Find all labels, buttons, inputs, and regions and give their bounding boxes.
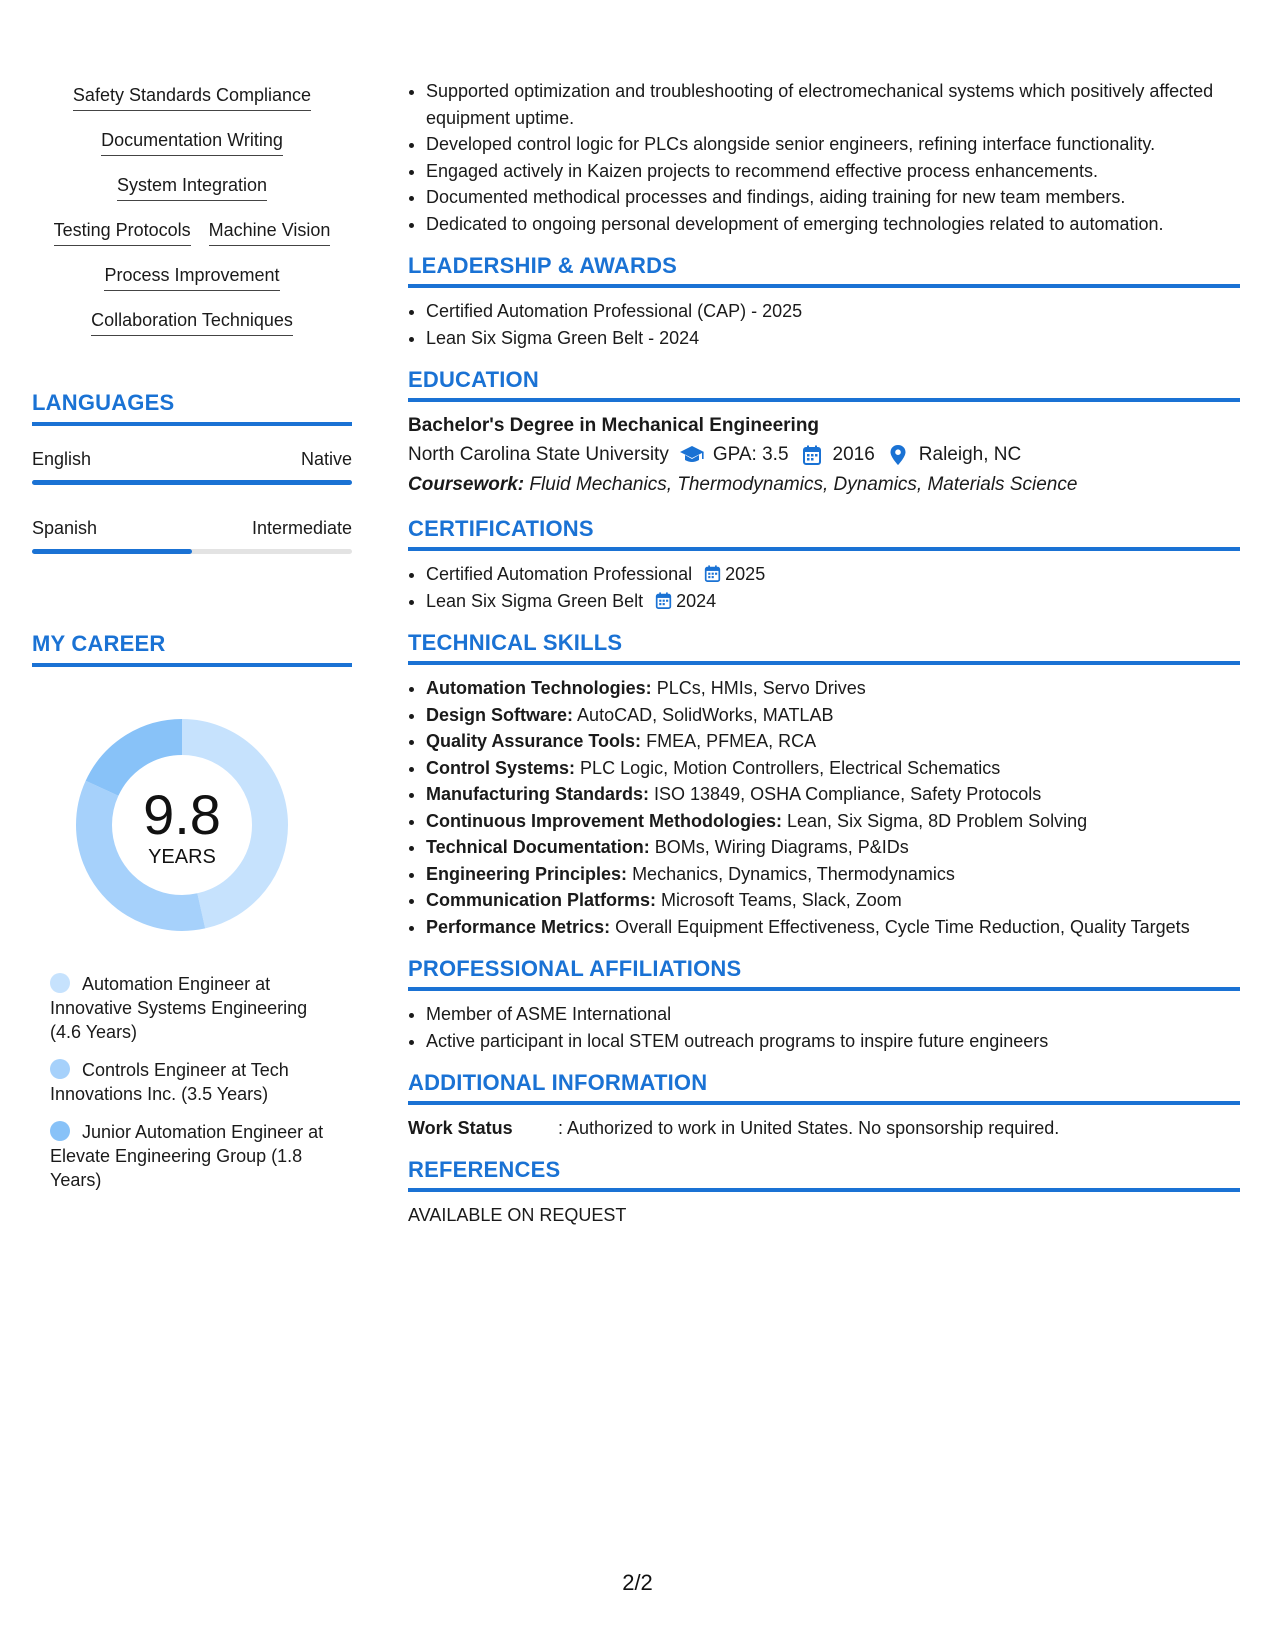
skill-value: Microsoft Teams, Slack, Zoom (661, 890, 902, 910)
coursework-label: Coursework: (408, 474, 525, 495)
list-item: • Certified Automation Professional (CAP) - 2025 (426, 298, 1240, 325)
list-item: • Lean Six Sigma Green Belt - 2024 (426, 325, 1240, 352)
list-item (426, 834, 1240, 861)
list-item (426, 755, 1240, 782)
education-school: North Carolina State University (408, 444, 669, 465)
education-location: Raleigh, NC (918, 444, 1022, 465)
skill-label: Automation Technologies: (426, 678, 652, 698)
references-text: AVAILABLE ON REQUEST (408, 1205, 627, 1225)
skill-label: Manufacturing Standards: (426, 784, 650, 804)
skill-value: Overall Equipment Effectiveness, Cycle Time Reduction, Quality Targets (615, 916, 1190, 937)
languages-heading: LANGUAGES (32, 390, 352, 426)
skill-value: Mechanics, Dynamics, Thermodynamics (632, 863, 955, 884)
skill-label: Performance Metrics: (426, 916, 611, 937)
list-item: • Engaged actively in Kaizen projects to recommend effective process enhancements. (426, 158, 1240, 185)
skill-label: Control Systems: (426, 757, 576, 778)
language-level: Intermediate (251, 518, 352, 538)
right-column (408, 78, 1240, 1228)
calendar-icon (655, 592, 672, 609)
certifications-list (408, 561, 1240, 614)
list-item (426, 861, 1240, 888)
leadership-heading: LEADERSHIP & AWARDS (408, 253, 1240, 288)
skill-value: PLC Logic, Motion Controllers, Electrical Schematics (580, 757, 1001, 778)
language-row (32, 518, 352, 539)
skill-row (32, 307, 352, 352)
education-details (408, 440, 1240, 470)
skill-tag: Collaboration Techniques (91, 307, 293, 336)
career-total-unit: YEARS (148, 845, 216, 868)
language-proficiency-fill (32, 549, 192, 554)
skill-label: Communication Platforms: (426, 890, 657, 910)
skill-value: BOMs, Wiring Diagrams, P&IDs (654, 837, 909, 857)
education-degree: Bachelor's Degree in Mechanical Engineering (408, 415, 820, 436)
map-pin-icon (885, 444, 911, 466)
references-heading: REFERENCES (408, 1157, 1240, 1192)
calendar-icon (704, 565, 721, 582)
additional-info-heading: ADDITIONAL INFORMATION (408, 1070, 1240, 1105)
career-item-label: Junior Automation Engineer at Elevate Engineering Group (1.8 Years) (50, 1122, 324, 1190)
language-name: Spanish (32, 518, 98, 538)
skill-tag: Machine Vision (209, 217, 331, 246)
list-item: • Dedicated to ongoing personal development of emerging technologies related to automation. (426, 211, 1240, 238)
list-item (426, 887, 1240, 914)
technical-skills-list (408, 675, 1240, 940)
career-item-label: Controls Engineer at Tech Innovations Inc. (3.5 Years) (50, 1060, 289, 1104)
skill-label: Technical Documentation: (426, 837, 650, 857)
additional-info-row (408, 1115, 1240, 1141)
skill-tag: Testing Protocols (54, 217, 191, 246)
additional-info-value: : Authorized to work in United States. No sponsorship required. (558, 1118, 1060, 1138)
skill-tag: Process Improvement (104, 262, 279, 291)
coursework-value: Fluid Mechanics, Thermodynamics, Dynamics, Materials Science (529, 474, 1078, 495)
affiliations-list (408, 1001, 1240, 1054)
career-total-value: 9.8 (143, 782, 221, 846)
skill-tag: Safety Standards Compliance (73, 82, 311, 111)
list-item (426, 808, 1240, 835)
list-item: • Documented methodical processes and findings, aiding training for new team members. (426, 184, 1240, 211)
list-item (426, 728, 1240, 755)
list-item: • Active participant in local STEM outreach programs to inspire future engineers (426, 1028, 1240, 1055)
career-item (50, 972, 340, 1044)
list-item (426, 588, 1240, 615)
skill-value: ISO 13849, OSHA Compliance, Safety Protocols (654, 784, 1042, 804)
leadership-list (408, 298, 1240, 351)
experience-bullets (408, 78, 1240, 237)
additional-info-key: Work Status (408, 1118, 513, 1138)
career-total (62, 705, 302, 945)
certification-year: 2024 (676, 590, 717, 611)
skill-row (32, 127, 352, 172)
affiliations-heading: PROFESSIONAL AFFILIATIONS (408, 956, 1240, 991)
skill-row (32, 217, 352, 262)
list-item: • Supported optimization and troubleshooting of electromechanical systems which positively affected equipment uptime. (426, 78, 1240, 131)
list-item (426, 702, 1240, 729)
skill-label: Design Software: (426, 704, 574, 725)
skill-row (32, 172, 352, 217)
skill-label: Quality Assurance Tools: (426, 731, 642, 751)
technical-skills-heading: TECHNICAL SKILLS (408, 630, 1240, 665)
skill-row (32, 82, 352, 127)
graduation-cap-icon (679, 444, 705, 466)
certification-year: 2025 (725, 564, 766, 584)
career-heading: MY CAREER (32, 631, 352, 667)
skill-row (32, 262, 352, 307)
language-name: English (32, 449, 92, 469)
list-item (426, 561, 1240, 588)
legend-dot (50, 973, 70, 993)
list-item (426, 914, 1240, 941)
list-item (426, 675, 1240, 702)
skill-label: Continuous Improvement Methodologies: (426, 810, 782, 831)
career-legend (50, 972, 340, 1206)
education-year: 2016 (832, 444, 875, 465)
education-coursework (408, 470, 1240, 500)
language-proficiency-bar (32, 549, 352, 554)
education-heading: EDUCATION (408, 367, 1240, 402)
skill-value: Lean, Six Sigma, 8D Problem Solving (787, 810, 1088, 831)
list-item: • Member of ASME International (426, 1001, 1240, 1028)
language-row (32, 449, 352, 470)
skill-tag: System Integration (117, 172, 267, 201)
page-indicator: 2/2 (622, 1570, 653, 1595)
calendar-icon (799, 444, 825, 466)
certifications-heading: CERTIFICATIONS (408, 516, 1240, 551)
list-item: • Developed control logic for PLCs alongside senior engineers, refining interface functionality. (426, 131, 1240, 158)
list-item (426, 781, 1240, 808)
career-item-label: Automation Engineer at Innovative Systems Engineering (4.6 Years) (50, 974, 308, 1042)
skill-tags (32, 82, 352, 352)
skill-label: Engineering Principles: (426, 863, 628, 884)
skill-value: PLCs, HMIs, Servo Drives (656, 678, 866, 698)
legend-dot (50, 1059, 70, 1079)
career-item (50, 1058, 340, 1106)
career-item (50, 1120, 340, 1192)
language-proficiency-bar (32, 480, 352, 485)
legend-dot (50, 1121, 70, 1141)
certification-name: Lean Six Sigma Green Belt (426, 590, 644, 611)
skill-tag: Documentation Writing (101, 127, 283, 156)
education-gpa: GPA: 3.5 (712, 444, 789, 465)
language-level: Native (300, 449, 352, 469)
skill-value: FMEA, PFMEA, RCA (646, 731, 817, 751)
language-proficiency-fill (32, 480, 352, 485)
certification-name: Certified Automation Professional (426, 564, 693, 584)
skill-value: AutoCAD, SolidWorks, MATLAB (577, 704, 834, 725)
